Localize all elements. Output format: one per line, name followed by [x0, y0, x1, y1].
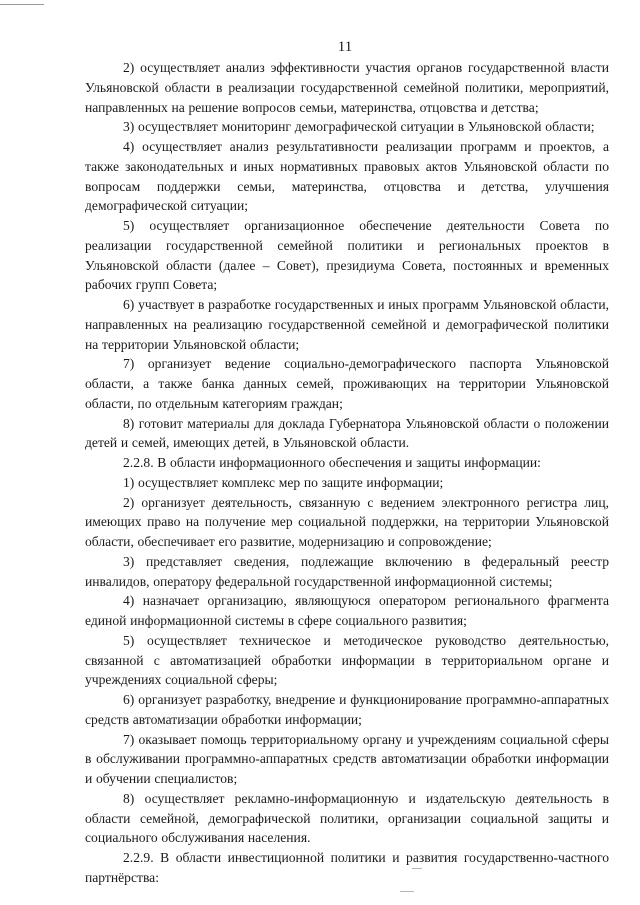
scan-corner-mark — [0, 4, 44, 5]
paragraph-8-publishing: 8) осуществляет рекламно-информационную и издательскую деятельность в области семейной, демографической политики, организации социальной защиты и социального обслуживания населения. — [85, 790, 609, 846]
scan-artifact — [412, 868, 422, 869]
section-heading-2-2-8: 2.2.8. В области информационного обеспечения и защиты информации: — [123, 455, 541, 470]
paragraph-8-governor-report: 8) готовит материалы для доклада Губернатора Ульяновской области о положении детей и семей, имеющих детей, в Ульяновской области. — [85, 415, 609, 451]
paragraph-4-operator-assignment: 4) назначает организацию, являющуюся оператором регионального фрагмента единой информационной системы в сфере социального развития; — [85, 593, 609, 628]
page-number: 11 — [337, 39, 353, 55]
paragraph-3-demographic-monitoring: 3) осуществляет мониторинг демографической ситуации в Ульяновской области; — [123, 119, 595, 135]
paragraph-2-electronic-register: 2) организует деятельность, связанную с ведением электронного регистра лиц, имеющих право на получение мер социальной поддержки, на территории Ульяновской области, обеспечивает его развитие, модернизацию и сопровождение; — [85, 494, 609, 549]
paragraph-5-technical-guidance: 5) осуществляет техническое и методическое руководство деятельностью, связанной с автоматизацией обработки информации в территориальном органе и учреждениях социальной сферы; — [85, 632, 609, 688]
paragraph-5-council-support: 5) осуществляет организационное обеспечение деятельности Совета по реализации государственной семейной политики и региональных проектов в Ульяновской области (далее – Совет), президиума Совета, постоянных и временных рабочих групп Совета; — [85, 218, 609, 293]
document-body — [85, 58, 609, 888]
paragraph-6-program-development: 6) участвует в разработке государственных и иных программ Ульяновской области, направленных на реализацию государственной семейной и демографической политики на территории Ульяновской области; — [85, 297, 609, 352]
paragraph-4-program-analysis: 4) осуществляет анализ результативности реализации программ и проектов, а также законодательных и иных нормативных правовых актов Ульяновской области по вопросам поддержки семьи, материнства, отцовства и детства, улучшения демографической ситуации; — [85, 139, 609, 214]
paragraph-6-software-development: 6) организует разработку, внедрение и функционирование программно-аппаратных средств автоматизации обработки информации; — [85, 692, 609, 727]
scan-artifact — [400, 891, 414, 892]
paragraph-3-federal-registry: 3) представляет сведения, подлежащие включению в федеральный реестр инвалидов, оператору федеральной государственной информационной системы; — [85, 553, 609, 589]
paragraph-2-analysis-effectiveness: 2) осуществляет анализ эффективности участия органов государственной власти Ульяновской области в реализации государственной семейной политики, мероприятий, направленных на решение вопросов семьи, материнства, отцовства и детства; — [85, 60, 609, 115]
paragraph-1-information-protection: 1) осуществляет комплекс мер по защите информации; — [123, 474, 444, 490]
paragraph-7-passport: 7) организует ведение социально-демографического паспорта Ульяновской области, а также банка данных семей, проживающих на территории Ульяновской области, по отдельным категориям граждан; — [85, 356, 609, 411]
section-heading-2-2-9: 2.2.9. В области инвестиционной политики и развития государственно-частного партнёрства: — [85, 850, 609, 885]
paragraph-7-assistance: 7) оказывает помощь территориальному органу и учреждениям социальной сферы в обслуживании программно-аппаратных средств автоматизации обработки информации и обучении специалистов; — [85, 731, 609, 786]
